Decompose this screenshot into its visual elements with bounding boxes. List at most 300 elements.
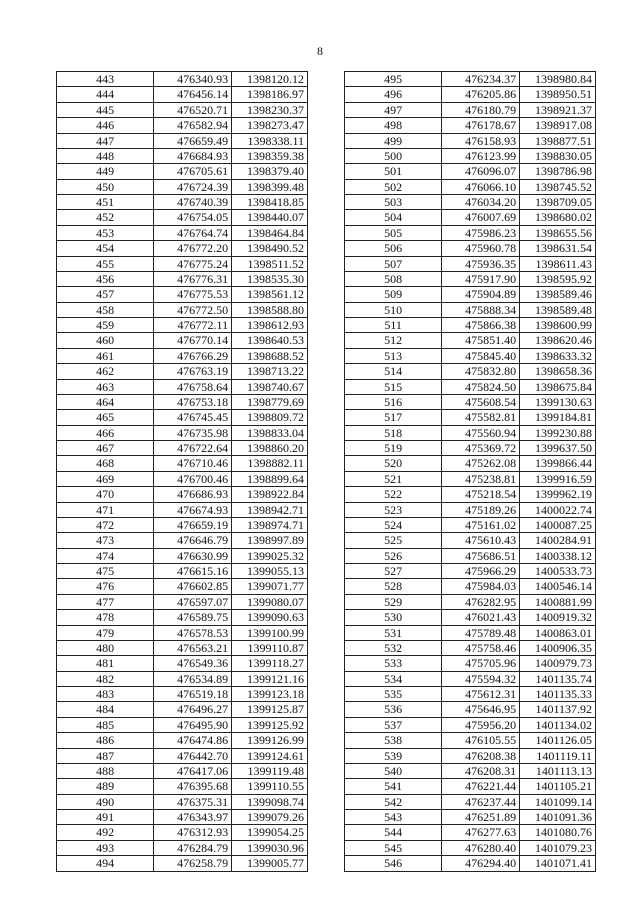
point-number-cell: 529 <box>345 594 442 609</box>
y-coordinate-cell: 1400979.73 <box>520 656 596 671</box>
table-row <box>57 256 308 271</box>
point-number-cell: 495 <box>345 72 442 87</box>
x-coordinate-cell: 476770.14 <box>154 333 232 348</box>
y-coordinate-cell: 1399110.55 <box>232 779 308 794</box>
y-coordinate-cell: 1399866.44 <box>520 456 596 471</box>
table-row <box>345 318 596 333</box>
y-coordinate-cell: 1398974.71 <box>232 517 308 532</box>
x-coordinate-cell: 476722.64 <box>154 441 232 456</box>
table-row <box>57 241 308 256</box>
table-row <box>57 748 308 763</box>
y-coordinate-cell: 1399637.50 <box>520 441 596 456</box>
point-number-cell: 512 <box>345 333 442 348</box>
x-coordinate-cell: 476710.46 <box>154 456 232 471</box>
table-row <box>345 640 596 655</box>
table-row <box>345 210 596 225</box>
y-coordinate-cell: 1398809.72 <box>232 410 308 425</box>
y-coordinate-cell: 1399100.99 <box>232 625 308 640</box>
y-coordinate-cell: 1398655.56 <box>520 225 596 240</box>
point-number-cell: 521 <box>345 471 442 486</box>
table-row <box>345 517 596 532</box>
y-coordinate-cell: 1398980.84 <box>520 72 596 87</box>
x-coordinate-cell: 476745.45 <box>154 410 232 425</box>
y-coordinate-cell: 1398921.37 <box>520 102 596 117</box>
x-coordinate-cell: 476282.95 <box>442 594 520 609</box>
table-row <box>345 533 596 548</box>
y-coordinate-cell: 1398464.84 <box>232 225 308 240</box>
table-row <box>345 425 596 440</box>
x-coordinate-cell: 476066.10 <box>442 179 520 194</box>
x-coordinate-cell: 475262.08 <box>442 456 520 471</box>
x-coordinate-cell: 476582.94 <box>154 118 232 133</box>
y-coordinate-cell: 1398899.64 <box>232 471 308 486</box>
y-coordinate-cell: 1398612.93 <box>232 318 308 333</box>
x-coordinate-cell: 476375.31 <box>154 794 232 809</box>
point-number-cell: 503 <box>345 195 442 210</box>
table-row <box>345 302 596 317</box>
point-number-cell: 476 <box>57 579 154 594</box>
x-coordinate-cell: 475851.40 <box>442 333 520 348</box>
table-row <box>57 794 308 809</box>
point-number-cell: 518 <box>345 425 442 440</box>
x-coordinate-cell: 475705.96 <box>442 656 520 671</box>
point-number-cell: 531 <box>345 625 442 640</box>
point-number-cell: 484 <box>57 702 154 717</box>
point-number-cell: 506 <box>345 241 442 256</box>
point-number-cell: 453 <box>57 225 154 240</box>
point-number-cell: 443 <box>57 72 154 87</box>
point-number-cell: 540 <box>345 763 442 778</box>
x-coordinate-cell: 475936.35 <box>442 256 520 271</box>
point-number-cell: 509 <box>345 287 442 302</box>
point-number-cell: 538 <box>345 733 442 748</box>
point-number-cell: 525 <box>345 533 442 548</box>
table-row <box>345 548 596 563</box>
y-coordinate-cell: 1399125.92 <box>232 717 308 732</box>
table-row <box>57 148 308 163</box>
y-coordinate-cell: 1398561.12 <box>232 287 308 302</box>
table-row <box>345 810 596 825</box>
point-number-cell: 508 <box>345 271 442 286</box>
x-coordinate-cell: 475986.23 <box>442 225 520 240</box>
y-coordinate-cell: 1398997.89 <box>232 533 308 548</box>
point-number-cell: 488 <box>57 763 154 778</box>
table-row <box>57 856 308 871</box>
table-row <box>57 733 308 748</box>
x-coordinate-cell: 476754.05 <box>154 210 232 225</box>
x-coordinate-cell: 475646.95 <box>442 702 520 717</box>
point-number-cell: 449 <box>57 164 154 179</box>
x-coordinate-cell: 476659.19 <box>154 517 232 532</box>
table-row <box>57 210 308 225</box>
table-row <box>345 410 596 425</box>
table-row <box>345 348 596 363</box>
table-row <box>57 225 308 240</box>
y-coordinate-cell: 1398273.47 <box>232 118 308 133</box>
y-coordinate-cell: 1399030.96 <box>232 840 308 855</box>
x-coordinate-cell: 476700.46 <box>154 471 232 486</box>
point-number-cell: 475 <box>57 564 154 579</box>
point-number-cell: 459 <box>57 318 154 333</box>
point-number-cell: 501 <box>345 164 442 179</box>
table-row <box>57 610 308 625</box>
y-coordinate-cell: 1400087.25 <box>520 517 596 532</box>
x-coordinate-cell: 476340.93 <box>154 72 232 87</box>
x-coordinate-cell: 476674.93 <box>154 502 232 517</box>
table-row <box>57 779 308 794</box>
x-coordinate-cell: 475594.32 <box>442 671 520 686</box>
x-coordinate-cell: 475845.40 <box>442 348 520 363</box>
point-number-cell: 502 <box>345 179 442 194</box>
x-coordinate-cell: 476589.75 <box>154 610 232 625</box>
table-row <box>57 102 308 117</box>
x-coordinate-cell: 475758.46 <box>442 640 520 655</box>
y-coordinate-cell: 1398833.04 <box>232 425 308 440</box>
y-coordinate-cell: 1399184.81 <box>520 410 596 425</box>
y-coordinate-cell: 1401080.76 <box>520 825 596 840</box>
y-coordinate-cell: 1400881.99 <box>520 594 596 609</box>
y-coordinate-cell: 1398399.48 <box>232 179 308 194</box>
y-coordinate-cell: 1398942.71 <box>232 502 308 517</box>
point-number-cell: 496 <box>345 87 442 102</box>
x-coordinate-cell: 476563.21 <box>154 640 232 655</box>
point-number-cell: 492 <box>57 825 154 840</box>
table-row <box>345 225 596 240</box>
table-row <box>345 825 596 840</box>
x-coordinate-cell: 476735.98 <box>154 425 232 440</box>
point-number-cell: 447 <box>57 133 154 148</box>
x-coordinate-cell: 476251.89 <box>442 810 520 825</box>
y-coordinate-cell: 1401113.13 <box>520 763 596 778</box>
x-coordinate-cell: 476740.39 <box>154 195 232 210</box>
table-row <box>345 102 596 117</box>
y-coordinate-cell: 1399118.27 <box>232 656 308 671</box>
table-row <box>345 671 596 686</box>
table-row <box>345 502 596 517</box>
table-row <box>57 671 308 686</box>
x-coordinate-cell: 476123.99 <box>442 148 520 163</box>
y-coordinate-cell: 1398338.11 <box>232 133 308 148</box>
y-coordinate-cell: 1401119.11 <box>520 748 596 763</box>
table-row <box>57 133 308 148</box>
y-coordinate-cell: 1398922.84 <box>232 487 308 502</box>
table-row <box>345 733 596 748</box>
table-row <box>345 72 596 87</box>
y-coordinate-cell: 1398830.05 <box>520 148 596 163</box>
x-coordinate-cell: 476474.86 <box>154 733 232 748</box>
point-number-cell: 456 <box>57 271 154 286</box>
point-number-cell: 487 <box>57 748 154 763</box>
x-coordinate-cell: 476772.11 <box>154 318 232 333</box>
x-coordinate-cell: 476602.85 <box>154 579 232 594</box>
point-number-cell: 467 <box>57 441 154 456</box>
x-coordinate-cell: 475888.34 <box>442 302 520 317</box>
x-coordinate-cell: 476258.79 <box>154 856 232 871</box>
x-coordinate-cell: 476776.31 <box>154 271 232 286</box>
point-number-cell: 490 <box>57 794 154 809</box>
y-coordinate-cell: 1398877.51 <box>520 133 596 148</box>
y-coordinate-cell: 1398917.08 <box>520 118 596 133</box>
y-coordinate-cell: 1398658.36 <box>520 364 596 379</box>
table-row <box>57 763 308 778</box>
x-coordinate-cell: 476549.36 <box>154 656 232 671</box>
y-coordinate-cell: 1401135.74 <box>520 671 596 686</box>
y-coordinate-cell: 1399230.88 <box>520 425 596 440</box>
table-row <box>345 271 596 286</box>
x-coordinate-cell: 476534.89 <box>154 671 232 686</box>
table-row <box>57 548 308 563</box>
point-number-cell: 474 <box>57 548 154 563</box>
point-number-cell: 517 <box>345 410 442 425</box>
x-coordinate-cell: 476234.37 <box>442 72 520 87</box>
table-row <box>57 502 308 517</box>
point-number-cell: 479 <box>57 625 154 640</box>
point-number-cell: 519 <box>345 441 442 456</box>
y-coordinate-cell: 1401071.41 <box>520 856 596 871</box>
point-number-cell: 483 <box>57 687 154 702</box>
y-coordinate-cell: 1398359.38 <box>232 148 308 163</box>
x-coordinate-cell: 476766.29 <box>154 348 232 363</box>
x-coordinate-cell: 475582.81 <box>442 410 520 425</box>
y-coordinate-cell: 1399055.13 <box>232 564 308 579</box>
point-number-cell: 482 <box>57 671 154 686</box>
page-number: 8 <box>317 44 323 58</box>
x-coordinate-cell: 476284.79 <box>154 840 232 855</box>
point-number-cell: 546 <box>345 856 442 871</box>
table-row <box>345 379 596 394</box>
table-row <box>345 779 596 794</box>
table-row <box>57 441 308 456</box>
point-number-cell: 500 <box>345 148 442 163</box>
y-coordinate-cell: 1398950.51 <box>520 87 596 102</box>
y-coordinate-cell: 1398600.99 <box>520 318 596 333</box>
x-coordinate-cell: 475608.54 <box>442 394 520 409</box>
point-number-cell: 544 <box>345 825 442 840</box>
table-row <box>57 471 308 486</box>
point-number-cell: 537 <box>345 717 442 732</box>
point-number-cell: 528 <box>345 579 442 594</box>
table-row <box>345 164 596 179</box>
x-coordinate-cell: 475610.43 <box>442 533 520 548</box>
point-number-cell: 458 <box>57 302 154 317</box>
point-number-cell: 455 <box>57 256 154 271</box>
point-number-cell: 533 <box>345 656 442 671</box>
x-coordinate-cell: 476775.53 <box>154 287 232 302</box>
table-row <box>57 517 308 532</box>
point-number-cell: 464 <box>57 394 154 409</box>
table-row <box>57 195 308 210</box>
table-row <box>57 179 308 194</box>
point-number-cell: 486 <box>57 733 154 748</box>
y-coordinate-cell: 1399119.48 <box>232 763 308 778</box>
y-coordinate-cell: 1401091.36 <box>520 810 596 825</box>
point-number-cell: 536 <box>345 702 442 717</box>
x-coordinate-cell: 475966.29 <box>442 564 520 579</box>
y-coordinate-cell: 1398633.32 <box>520 348 596 363</box>
y-coordinate-cell: 1399123.18 <box>232 687 308 702</box>
point-number-cell: 485 <box>57 717 154 732</box>
table-row <box>345 717 596 732</box>
point-number-cell: 543 <box>345 810 442 825</box>
x-coordinate-cell: 476294.40 <box>442 856 520 871</box>
x-coordinate-cell: 476221.44 <box>442 779 520 794</box>
x-coordinate-cell: 476520.71 <box>154 102 232 117</box>
point-number-cell: 478 <box>57 610 154 625</box>
table-row <box>57 364 308 379</box>
x-coordinate-cell: 476343.97 <box>154 810 232 825</box>
x-coordinate-cell: 475369.72 <box>442 441 520 456</box>
x-coordinate-cell: 476597.07 <box>154 594 232 609</box>
x-coordinate-cell: 475612.31 <box>442 687 520 702</box>
table-row <box>57 625 308 640</box>
y-coordinate-cell: 1398589.48 <box>520 302 596 317</box>
table-row <box>57 456 308 471</box>
x-coordinate-cell: 476178.67 <box>442 118 520 133</box>
x-coordinate-cell: 476237.44 <box>442 794 520 809</box>
point-number-cell: 541 <box>345 779 442 794</box>
y-coordinate-cell: 1400338.12 <box>520 548 596 563</box>
y-coordinate-cell: 1398595.92 <box>520 271 596 286</box>
x-coordinate-cell: 476417.06 <box>154 763 232 778</box>
y-coordinate-cell: 1399962.19 <box>520 487 596 502</box>
point-number-cell: 448 <box>57 148 154 163</box>
y-coordinate-cell: 1398713.22 <box>232 364 308 379</box>
point-number-cell: 463 <box>57 379 154 394</box>
x-coordinate-cell: 475984.03 <box>442 579 520 594</box>
x-coordinate-cell: 476684.93 <box>154 148 232 163</box>
table-row <box>345 471 596 486</box>
x-coordinate-cell: 476034.20 <box>442 195 520 210</box>
point-number-cell: 481 <box>57 656 154 671</box>
table-row <box>345 579 596 594</box>
point-number-cell: 477 <box>57 594 154 609</box>
point-number-cell: 466 <box>57 425 154 440</box>
y-coordinate-cell: 1400863.01 <box>520 625 596 640</box>
table-row <box>57 164 308 179</box>
point-number-cell: 520 <box>345 456 442 471</box>
point-number-cell: 493 <box>57 840 154 855</box>
y-coordinate-cell: 1400533.73 <box>520 564 596 579</box>
x-coordinate-cell: 476280.40 <box>442 840 520 855</box>
x-coordinate-cell: 476519.18 <box>154 687 232 702</box>
x-coordinate-cell: 476277.63 <box>442 825 520 840</box>
x-coordinate-cell: 476456.14 <box>154 87 232 102</box>
y-coordinate-cell: 1398440.07 <box>232 210 308 225</box>
table-row <box>57 72 308 87</box>
x-coordinate-cell: 476630.99 <box>154 548 232 563</box>
y-coordinate-cell: 1398120.12 <box>232 72 308 87</box>
table-row <box>57 656 308 671</box>
x-coordinate-cell: 476705.61 <box>154 164 232 179</box>
point-number-cell: 445 <box>57 102 154 117</box>
table-row <box>57 379 308 394</box>
x-coordinate-cell: 476205.86 <box>442 87 520 102</box>
x-coordinate-cell: 476578.53 <box>154 625 232 640</box>
y-coordinate-cell: 1398418.85 <box>232 195 308 210</box>
x-coordinate-cell: 475161.02 <box>442 517 520 532</box>
point-number-cell: 444 <box>57 87 154 102</box>
table-row <box>345 256 596 271</box>
y-coordinate-cell: 1398589.46 <box>520 287 596 302</box>
x-coordinate-cell: 476105.55 <box>442 733 520 748</box>
y-coordinate-cell: 1400022.74 <box>520 502 596 517</box>
y-coordinate-cell: 1399025.32 <box>232 548 308 563</box>
table-row <box>345 564 596 579</box>
y-coordinate-cell: 1398860.20 <box>232 441 308 456</box>
table-row <box>57 579 308 594</box>
x-coordinate-cell: 476775.24 <box>154 256 232 271</box>
table-row <box>345 656 596 671</box>
y-coordinate-cell: 1401105.21 <box>520 779 596 794</box>
point-number-cell: 507 <box>345 256 442 271</box>
x-coordinate-cell: 475960.78 <box>442 241 520 256</box>
point-number-cell: 510 <box>345 302 442 317</box>
x-coordinate-cell: 476208.31 <box>442 763 520 778</box>
table-row <box>57 425 308 440</box>
table-row <box>57 318 308 333</box>
y-coordinate-cell: 1399125.87 <box>232 702 308 717</box>
y-coordinate-cell: 1400284.91 <box>520 533 596 548</box>
table-row <box>345 133 596 148</box>
table-row <box>345 118 596 133</box>
table-row <box>57 271 308 286</box>
table-row <box>57 287 308 302</box>
y-coordinate-cell: 1400919.32 <box>520 610 596 625</box>
x-coordinate-cell: 476096.07 <box>442 164 520 179</box>
table-row <box>345 364 596 379</box>
y-coordinate-cell: 1399005.77 <box>232 856 308 871</box>
x-coordinate-cell: 475866.38 <box>442 318 520 333</box>
table-body-right <box>345 72 596 872</box>
table-row <box>345 195 596 210</box>
x-coordinate-cell: 475238.81 <box>442 471 520 486</box>
point-number-cell: 472 <box>57 517 154 532</box>
x-coordinate-cell: 475789.48 <box>442 625 520 640</box>
point-number-cell: 494 <box>57 856 154 871</box>
y-coordinate-cell: 1398620.46 <box>520 333 596 348</box>
y-coordinate-cell: 1401135.33 <box>520 687 596 702</box>
y-coordinate-cell: 1398688.52 <box>232 348 308 363</box>
table-row <box>345 179 596 194</box>
point-number-cell: 522 <box>345 487 442 502</box>
x-coordinate-cell: 476007.69 <box>442 210 520 225</box>
x-coordinate-cell: 476772.50 <box>154 302 232 317</box>
y-coordinate-cell: 1399130.63 <box>520 394 596 409</box>
y-coordinate-cell: 1398675.84 <box>520 379 596 394</box>
x-coordinate-cell: 476763.19 <box>154 364 232 379</box>
x-coordinate-cell: 476021.43 <box>442 610 520 625</box>
point-number-cell: 497 <box>345 102 442 117</box>
table-row <box>345 610 596 625</box>
y-coordinate-cell: 1399079.26 <box>232 810 308 825</box>
table-row <box>57 533 308 548</box>
x-coordinate-cell: 476758.64 <box>154 379 232 394</box>
y-coordinate-cell: 1398631.54 <box>520 241 596 256</box>
point-number-cell: 460 <box>57 333 154 348</box>
point-number-cell: 535 <box>345 687 442 702</box>
y-coordinate-cell: 1399916.59 <box>520 471 596 486</box>
table-row <box>345 241 596 256</box>
y-coordinate-cell: 1399071.77 <box>232 579 308 594</box>
point-number-cell: 457 <box>57 287 154 302</box>
table-row <box>57 394 308 409</box>
point-number-cell: 511 <box>345 318 442 333</box>
y-coordinate-cell: 1398680.02 <box>520 210 596 225</box>
y-coordinate-cell: 1401099.14 <box>520 794 596 809</box>
table-row <box>345 594 596 609</box>
point-number-cell: 489 <box>57 779 154 794</box>
point-number-cell: 513 <box>345 348 442 363</box>
